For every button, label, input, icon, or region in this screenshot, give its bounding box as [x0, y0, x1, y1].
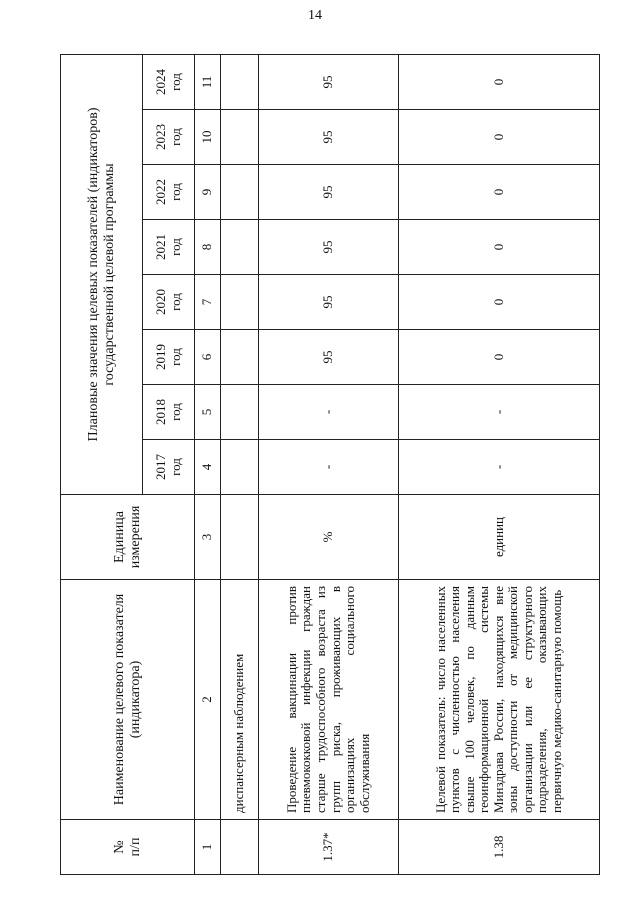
row-value-2018: -: [399, 385, 600, 440]
row-value-2018: -: [259, 385, 399, 440]
row-number: [221, 820, 259, 875]
table-row: [259, 54, 399, 874]
column-number: 11: [195, 54, 221, 109]
header-year-2023: 2023 год: [143, 110, 195, 165]
row-value-2020: 0: [399, 275, 600, 330]
row-unit: %: [259, 495, 399, 580]
row-indicator-name: Проведение вакцинации против пневмококковой инфекции граждан старше трудоспособного возраста из групп риска, проживающих в организациях социального обслуживания: [259, 580, 399, 820]
column-number: 6: [195, 330, 221, 385]
row-value-2017: -: [399, 440, 600, 495]
row-value-2020: 95: [259, 275, 399, 330]
header-year-2022: 2022 год: [143, 165, 195, 220]
row-value-2022: 95: [259, 165, 399, 220]
header-year-2021: 2021 год: [143, 220, 195, 275]
row-value-2021: 95: [259, 220, 399, 275]
table-row: [221, 54, 259, 874]
row-value-2023: 95: [259, 110, 399, 165]
rotated-table-container: [60, 55, 600, 875]
row-value-2019: [221, 330, 259, 385]
header-year-2018: 2018 год: [143, 385, 195, 440]
row-value-2022: 0: [399, 165, 600, 220]
column-number: 3: [195, 495, 221, 580]
column-number: 9: [195, 165, 221, 220]
row-value-2024: 0: [399, 54, 600, 109]
column-number: 2: [195, 580, 221, 820]
row-value-2023: 0: [399, 110, 600, 165]
row-value-2024: 95: [259, 54, 399, 109]
row-unit: [221, 495, 259, 580]
header-planned-values: Плановые значения целевых показателей (индикаторов) государственной целевой программы: [61, 54, 143, 494]
header-year-2017: 2017 год: [143, 440, 195, 495]
page-number: 14: [308, 8, 322, 23]
header-year-2024: 2024 год: [143, 54, 195, 109]
column-number: 4: [195, 440, 221, 495]
row-value-2017: [221, 440, 259, 495]
header-unit: Единица измерения: [61, 495, 195, 580]
column-number: 1: [195, 820, 221, 875]
header-row-1: [61, 54, 143, 874]
row-unit: единиц: [399, 495, 600, 580]
row-number: 1.38: [399, 820, 600, 875]
indicators-table: [60, 54, 600, 875]
column-number: 5: [195, 385, 221, 440]
column-number: 7: [195, 275, 221, 330]
column-number-row: [195, 54, 221, 874]
row-value-2023: [221, 110, 259, 165]
row-value-2021: 0: [399, 220, 600, 275]
header-year-2020: 2020 год: [143, 275, 195, 330]
row-value-2019: 0: [399, 330, 600, 385]
header-year-2019: 2019 год: [143, 330, 195, 385]
row-value-2020: [221, 275, 259, 330]
column-number: 10: [195, 110, 221, 165]
row-number: 1.37*: [259, 820, 399, 875]
row-value-2019: 95: [259, 330, 399, 385]
row-value-2017: -: [259, 440, 399, 495]
row-value-2018: [221, 385, 259, 440]
row-value-2022: [221, 165, 259, 220]
table-row: [399, 54, 600, 874]
header-name: Наименование целевого показателя (индикатора): [61, 580, 195, 820]
row-indicator-name: Целевой показатель: число населенных пунктов с численностью населения свыше 100 человек, по данным геоинформационной системы Минздрава России, находящихся вне зоны доступности от медицинской организации или ее структурного подразделения, оказывающих первичную медико-санитарную помощь: [399, 580, 600, 820]
row-value-2021: [221, 220, 259, 275]
row-value-2024: [221, 54, 259, 109]
row-indicator-name: диспансерным наблюдением: [221, 580, 259, 820]
header-number: № п/п: [61, 820, 195, 875]
column-number: 8: [195, 220, 221, 275]
